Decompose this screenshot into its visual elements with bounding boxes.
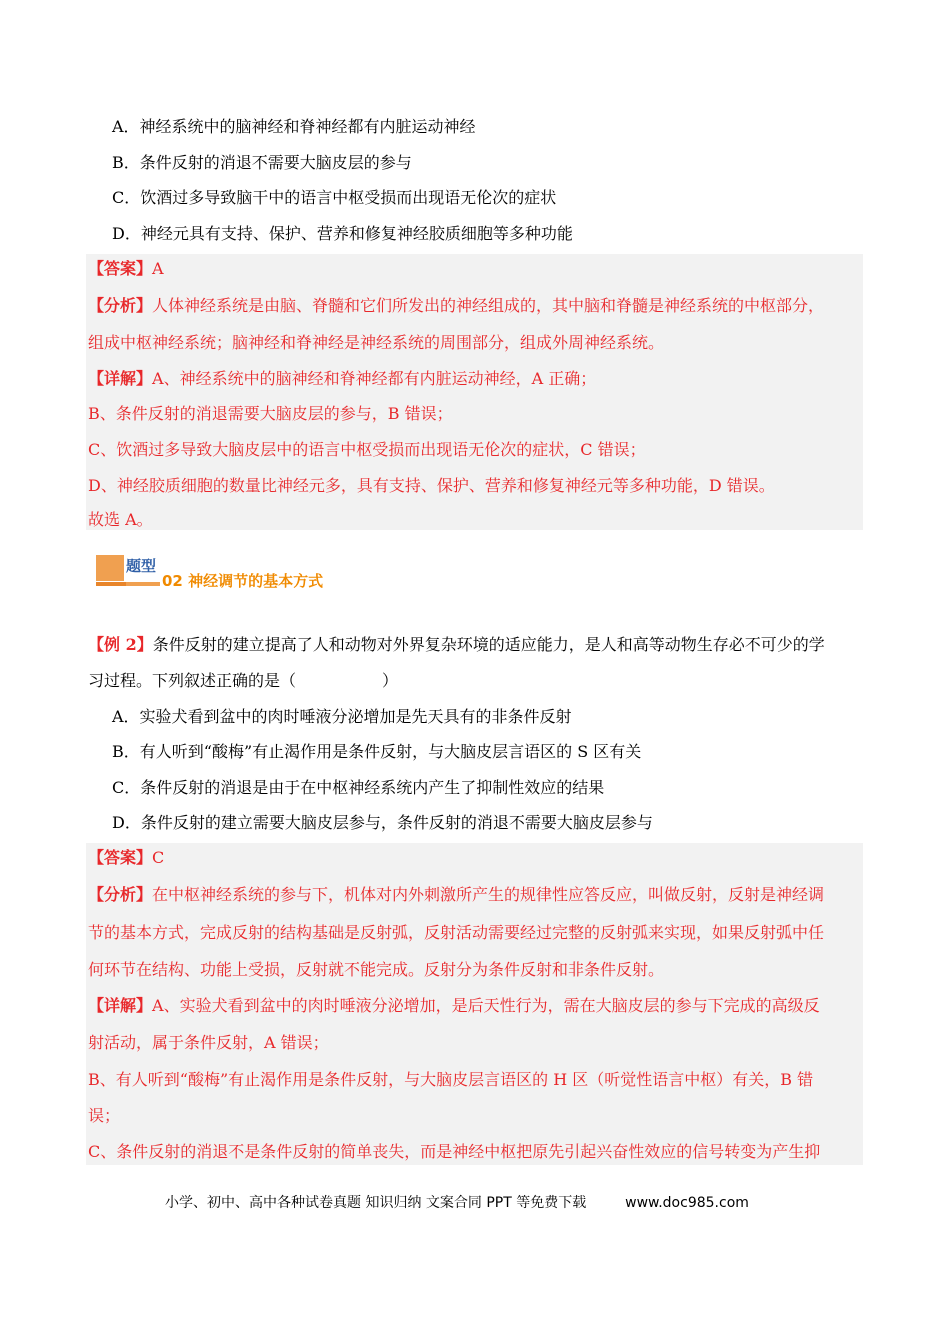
q1-detail-d: D、神经胶质细胞的数量比神经元多，具有支持、保护、营养和修复神经元等多种功能，D 错误。 — [88, 476, 775, 495]
q2-detail-b: B、有人听到“酸梅”有止渴作用是条件反射，与大脑皮层言语区的 H 区（听觉性语言中枢）有关，B 错 — [88, 1070, 814, 1089]
q2-label: 【例 2】 — [88, 635, 153, 654]
section-badge-label: 题型 — [126, 557, 157, 575]
q2-analysis: 【分析】在中枢神经系统的参与下，机体对内外刺激所产生的规律性应答反应，叫做反射，反射是神经调 — [88, 885, 825, 904]
q1-option-d: D．神经元具有支持、保护、营养和修复神经胶质细胞等多种功能 — [112, 224, 573, 243]
q2-detail: 【详解】A、实验犬看到盆中的肉时唾液分泌增加，是后天性行为，需在大脑皮层的参与下完成的高级反 — [88, 996, 820, 1015]
q1-option-c: C．饮酒过多导致脑干中的语言中枢受损而出现语无伦次的症状 — [112, 188, 557, 207]
page-footer — [165, 1192, 749, 1212]
q1-answer: 【答案】A — [88, 259, 164, 278]
q1-option-a: A．神经系统中的脑神经和脊神经都有内脏运动神经 — [112, 117, 476, 136]
footer-text: 小学、初中、高中各种试卷真题 知识归纳 文案合同 PPT 等免费下载 — [165, 1195, 587, 1211]
q2-analysis-cont-2: 何环节在结构、功能上受损，反射就不能完成。反射分为条件反射和非条件反射。 — [88, 960, 665, 979]
q2-option-c: C．条件反射的消退是由于在中枢神经系统内产生了抑制性效应的结果 — [112, 778, 605, 797]
q1-analysis-cont: 组成中枢神经系统；脑神经和脊神经是神经系统的周围部分，组成外周神经系统。 — [88, 333, 665, 352]
q2-option-a: A．实验犬看到盆中的肉时唾液分泌增加是先天具有的非条件反射 — [112, 707, 572, 726]
q1-detail-b: B、条件反射的消退需要大脑皮层的参与，B 错误； — [88, 404, 453, 423]
q1-detail-c: C、饮酒过多导致大脑皮层中的语言中枢受损而出现语无伦次的症状，C 错误； — [88, 440, 646, 459]
q1-option-b: B．条件反射的消退不需要大脑皮层的参与 — [112, 153, 412, 172]
q2-stem: 【例 2】条件反射的建立提高了人和动物对外界复杂环境的适应能力，是人和高等动物生存必不可少的学 — [88, 635, 825, 654]
section-title: 02 神经调节的基本方式 — [162, 572, 324, 590]
q2-detail-a-cont: 射活动，属于条件反射，A 错误； — [88, 1033, 329, 1052]
q1-detail: 【详解】A、神经系统中的脑神经和脊神经都有内脏运动神经，A 正确； — [88, 369, 597, 388]
q2-option-b: B．有人听到“酸梅”有止渴作用是条件反射，与大脑皮层言语区的 S 区有关 — [112, 742, 642, 761]
q2-answer: 【答案】C — [88, 848, 165, 867]
q1-conclusion: 故选 A。 — [88, 510, 153, 529]
q2-detail-c: C、条件反射的消退不是条件反射的简单丧失，而是神经中枢把原先引起兴奋性效应的信号转变为产生抑 — [88, 1142, 821, 1161]
q1-analysis: 【分析】人体神经系统是由脑、脊髓和它们所发出的神经组成的，其中脑和脊髓是神经系统的中枢部分， — [88, 296, 825, 315]
q2-analysis-cont-1: 节的基本方式，完成反射的结构基础是反射弧，反射活动需要经过完整的反射弧来实现，如果反射弧中任 — [88, 923, 825, 942]
q2-detail-b-cont: 误； — [88, 1106, 121, 1125]
section-badge-underline-dark — [96, 582, 126, 586]
section-badge-block — [96, 555, 124, 581]
q2-stem-cont: 习过程。下列叙述正确的是（ ） — [88, 671, 399, 690]
footer-site-link[interactable]: www.doc985.com — [625, 1195, 749, 1211]
q2-option-d: D．条件反射的建立需要大脑皮层参与，条件反射的消退不需要大脑皮层参与 — [112, 813, 653, 832]
